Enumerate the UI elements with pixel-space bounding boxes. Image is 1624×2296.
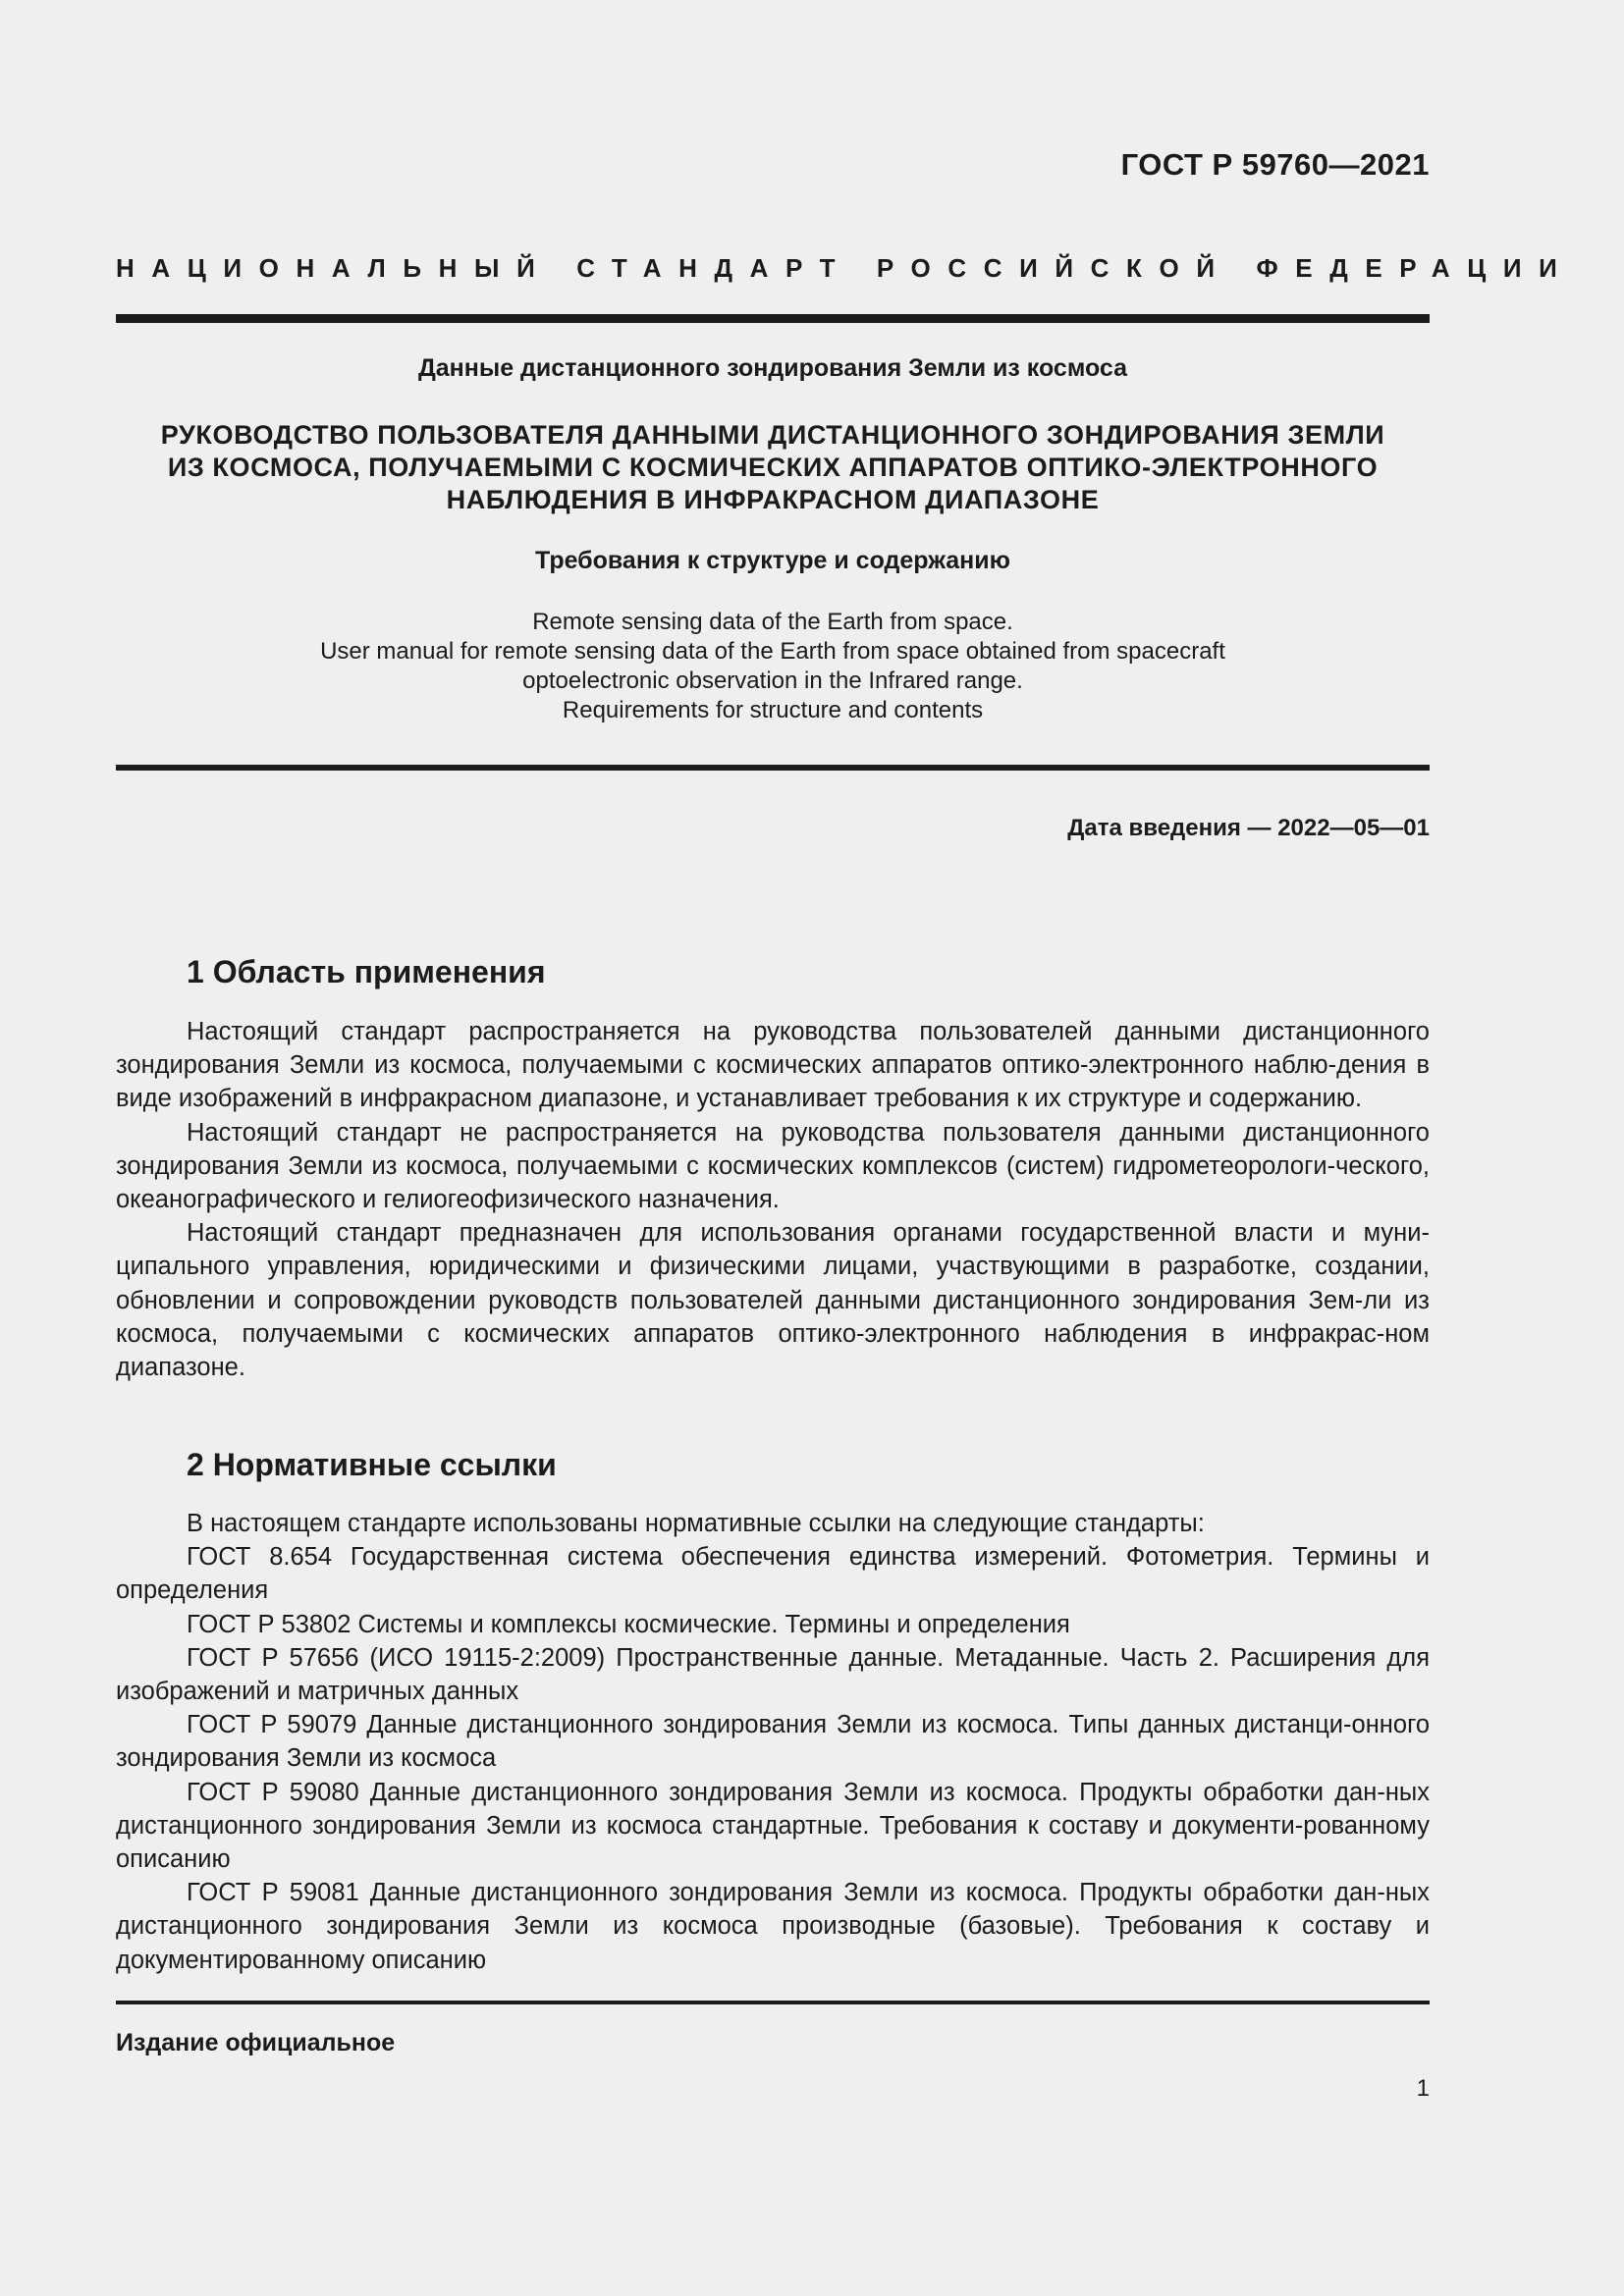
paragraph: В настоящем стандарте использованы нормативные ссылки на следующие стандарты: xyxy=(187,1510,1205,1537)
english-title-line: Requirements for structure and contents xyxy=(562,697,984,723)
document-page xyxy=(116,0,1575,2296)
section-body-normative-references xyxy=(116,1507,1430,1977)
paragraph: Настоящий стандарт распространяется на руководства пользователей данными дистанционного зондирования Земли из космоса, получаемыми с космических аппаратов оптико-электронного наблю-дения в виде изображений в инфракрасном диапазоне, и устанавливает требования к их структуре и содержанию. xyxy=(116,1018,1430,1113)
bottom-rule-divider xyxy=(116,2001,1430,2004)
reference-item: ГОСТ Р 59080 Данные дистанционного зондирования Земли из космоса. Продукты обработки дан-ных дистанционного зондирования Земли из космоса стандартные. Требования к составу и документи-рованному описанию xyxy=(116,1778,1430,1874)
edition-label: Издание официальное xyxy=(116,2029,396,2056)
reference-item: ГОСТ Р 59081 Данные дистанционного зондирования Земли из космоса. Продукты обработки дан-ных дистанционного зондирования Земли из космоса производные (базовые). Требования к составу и документированному описанию xyxy=(116,1879,1430,1974)
main-title-line: НАБЛЮДЕНИЯ В ИНФРАКРАСНОМ ДИАПАЗОНЕ xyxy=(446,485,1100,514)
english-title-line: optoelectronic observation in the Infrared range. xyxy=(522,667,1023,694)
section-heading-normative-references: 2 Нормативные ссылки xyxy=(187,1447,557,1482)
main-title-line: ИЗ КОСМОСА, ПОЛУЧАЕМЫМИ С КОСМИЧЕСКИХ АППАРАТОВ ОПТИКО-ЭЛЕКТРОННОГО xyxy=(167,453,1379,482)
reference-item: ГОСТ 8.654 Государственная система обеспечения единства измерений. Фотометрия. Термины и определения xyxy=(116,1543,1430,1605)
english-title-line: Remote sensing data of the Earth from space. xyxy=(532,609,1013,635)
page-number: 1 xyxy=(1416,2075,1430,2102)
main-title xyxy=(116,419,1430,516)
subject-title: Данные дистанционного зондирования Земли из космоса xyxy=(417,354,1128,382)
reference-item: ГОСТ Р 57656 (ИСО 19115-2:2009) Пространственные данные. Метаданные. Часть 2. Расширения для изображений и матричных данных xyxy=(116,1643,1430,1706)
paragraph: Настоящий стандарт не распространяется на руководства пользователя данными дистанционного зондирования Земли из космоса, получаемыми с космических комплексов (систем) гидрометеорологи-ческого, океанографического и гелиогеофизического назначения. xyxy=(116,1118,1430,1214)
subtitle: Требования к структуре и содержанию xyxy=(535,547,1010,574)
middle-rule-divider xyxy=(116,765,1430,771)
section-heading-scope: 1 Область применения xyxy=(187,954,546,989)
document-code: ГОСТ Р 59760—2021 xyxy=(1120,147,1430,182)
national-standard-banner: НАЦИОНАЛЬНЫЙ СТАНДАРТ РОССИЙСКОЙ ФЕДЕРАЦИИ xyxy=(116,253,1575,283)
top-rule-divider xyxy=(116,314,1430,323)
paragraph: Настоящий стандарт предназначен для использования органами государственной власти и муни-ципального управления, юридическими и физическими лицами, участвующими в разработке, создании, обновлении и сопровождении руководств пользователей данными дистанционного зондирования Зем-ли из космоса, получаемыми с космических аппаратов оптико-электронного наблюдения в инфракрас-ном диапазоне. xyxy=(116,1219,1430,1382)
main-title-line: РУКОВОДСТВО ПОЛЬЗОВАТЕЛЯ ДАННЫМИ ДИСТАНЦИОННОГО ЗОНДИРОВАНИЯ ЗЕМЛИ xyxy=(160,420,1385,450)
reference-item: ГОСТ Р 53802 Системы и комплексы космические. Термины и определения xyxy=(187,1610,1070,1638)
section-body-scope xyxy=(116,1015,1430,1384)
introduction-date: Дата введения — 2022—05—01 xyxy=(1067,815,1430,841)
english-title-line: User manual for remote sensing data of the Earth from space obtained from spacecraft xyxy=(320,638,1225,665)
reference-item: ГОСТ Р 59079 Данные дистанционного зондирования Земли из космоса. Типы данных дистанци-онного зондирования Земли из космоса xyxy=(116,1711,1430,1773)
english-title xyxy=(116,608,1430,725)
